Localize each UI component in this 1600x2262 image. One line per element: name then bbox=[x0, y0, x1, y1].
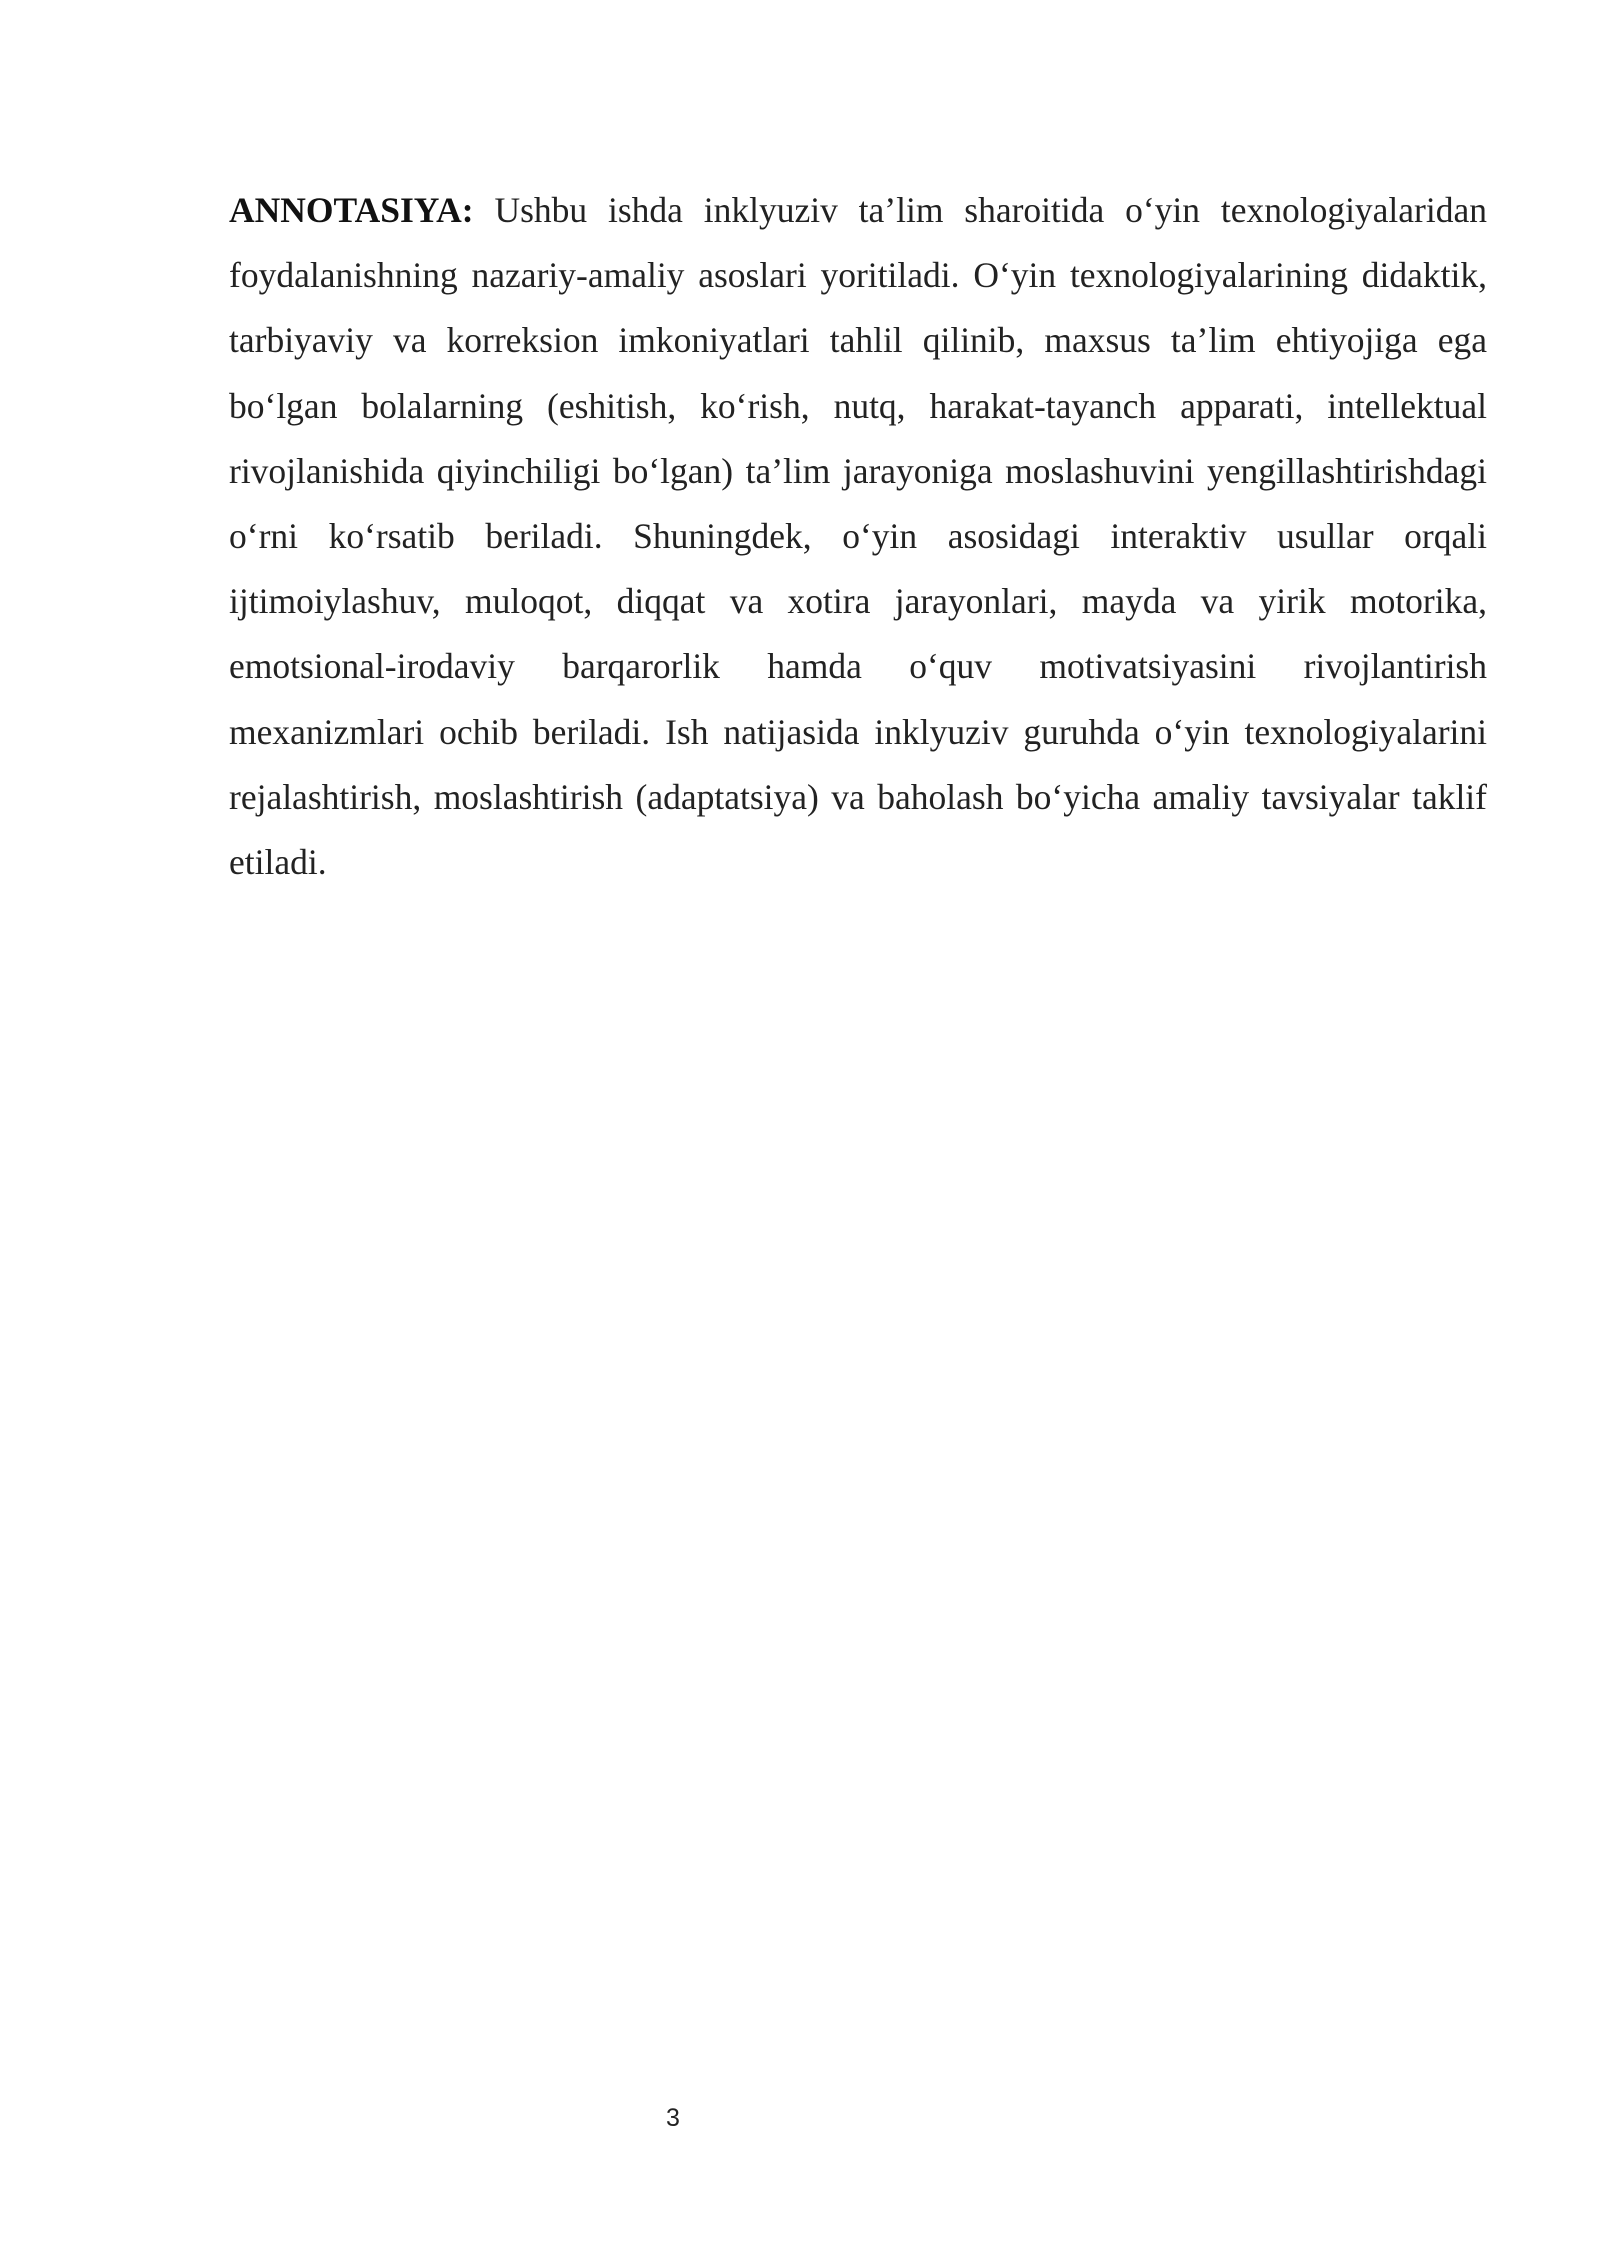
abstract-paragraph bbox=[229, 178, 1487, 895]
abstract-text: Ushbu ishda inklyuziv ta’lim sharoitida o‘yin texnologiyalaridan foydalanishning nazariy-amaliy asoslari yoritiladi. O‘yin texnologiyalarining didaktik, tarbiyaviy va korreksion imkoniyatlari tahlil qilinib, maxsus ta’lim ehtiyojiga ega bo‘lgan bolalarning (eshitish, ko‘rish, nutq, harakat-tayanch apparati, intellektual rivojlanishida qiyinchiligi bo‘lgan) ta’lim jarayoniga moslashuvini yengillashtirishdagi o‘rni ko‘rsatib beriladi. Shuningdek, o‘yin asosidagi interaktiv usullar orqali ijtimoiylashuv, muloqot, diqqat va xotira jarayonlari, mayda va yirik motorika, emotsional-irodaviy barqarorlik hamda o‘quv motivatsiyasini rivojlantirish mexanizmlari ochib beriladi. Ish natijasida inklyuziv guruhda o‘yin texnologiyalarini rejalashtirish, moslashtirish (adaptatsiya) va baholash bo‘yicha amaliy tavsiyalar taklif etiladi. bbox=[229, 190, 1487, 883]
page-number: 3 bbox=[666, 2104, 680, 2132]
abstract-label: ANNOTASIYA: bbox=[229, 190, 474, 230]
